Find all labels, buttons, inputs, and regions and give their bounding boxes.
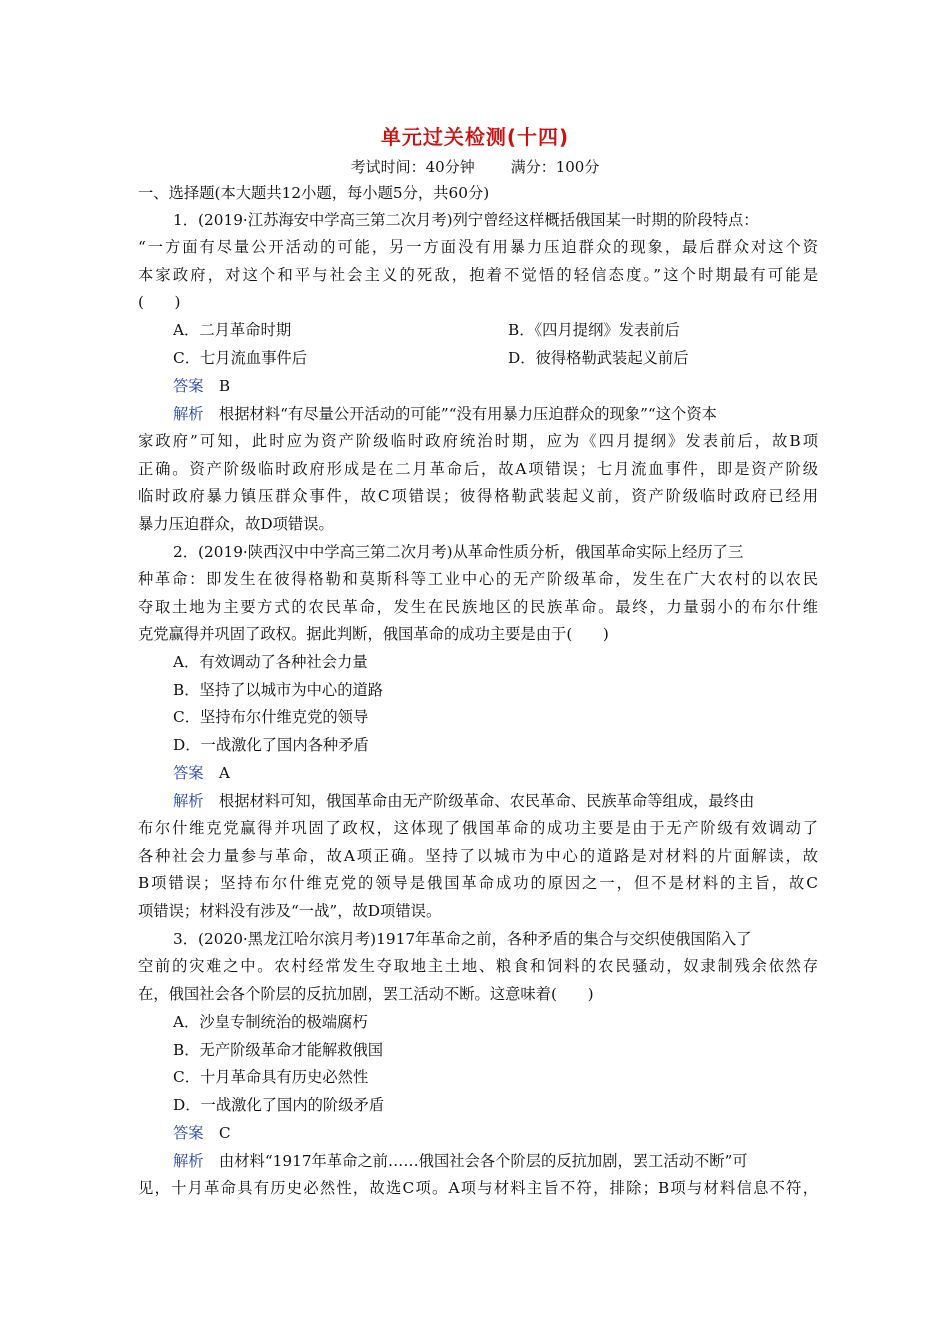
question-3-option-c: C．十月革命具有历史必然性 — [173, 1068, 369, 1086]
analysis-text: 根据材料“有尽量公开活动的可能”“没有用暴力压迫群众的现象”“这个资本 — [218, 405, 717, 423]
question-2-line: 夺取土地为主要方式的农民革命，发生在民族地区的民族革命。最终，力量弱小的布尔什维 — [138, 598, 818, 616]
analysis-label: 解析 — [173, 1152, 204, 1170]
answer-label: 答案 — [173, 764, 204, 782]
analysis-text: 由材料“1917年革命之前……俄国社会各个阶层的反抗加剧，罢工活动不断”可 — [218, 1152, 748, 1170]
question-1-option-c: C．七月流血事件后 — [173, 349, 308, 367]
exam-meta — [0, 156, 950, 177]
question-1-answer — [173, 376, 853, 396]
analysis-line: B项错误；坚持布尔什维克党的领导是俄国革命成功的原因之一，但不是材料的主旨，故C — [138, 874, 818, 892]
question-2-option-a: A．有效调动了各种社会力量 — [173, 653, 368, 671]
analysis-line: 项错误；材料没有涉及“一战”，故D项错误。 — [138, 902, 442, 920]
question-3-line: 在，俄国社会各个阶层的反抗加剧，罢工活动不断。这意味着( ) — [138, 985, 594, 1003]
section-heading: 一、选择题(本大题共12小题，每小题5分，共60分) — [138, 184, 490, 202]
analysis-line: 见，十月革命具有历史必然性，故选C项。A项与材料主旨不符，排除；B项与材料信息不符， — [138, 1179, 818, 1197]
answer-value: C — [218, 1124, 231, 1142]
question-2-line: 种革命：即发生在彼得格勒和莫斯科等工业中心的无产阶级革命，发生在广大农村的以农民 — [138, 570, 818, 588]
question-2-option-b: B．坚持了以城市为中心的道路 — [173, 681, 384, 699]
question-1-analysis — [173, 404, 853, 424]
question-3-line: 3．(2020·黑龙江哈尔滨月考)1917年革命之前，各种矛盾的集合与交织使俄国陷入了 — [173, 930, 752, 948]
answer-value: B — [218, 377, 231, 395]
question-2-option-c: C．坚持布尔什维克党的领导 — [173, 708, 369, 726]
exam-score: 满分：100分 — [510, 158, 600, 176]
question-1-line: “一方面有尽量公开活动的可能，另一方面没有用暴力压迫群众的现象，最后群众对这个资 — [138, 238, 818, 256]
question-2-answer — [173, 763, 853, 783]
question-1-line: ( ) — [138, 293, 181, 311]
analysis-text: 根据材料可知，俄国革命由无产阶级革命、农民革命、民族革命等组成，最终由 — [218, 792, 755, 810]
question-2-line: 2．(2019·陕西汉中中学高三第二次月考)从革命性质分析，俄国革命实际上经历了三 — [173, 543, 744, 561]
question-1-option-b: B．《四月提纲》发表前后 — [508, 321, 680, 339]
question-1-line: 1．(2019·江苏海安中学高三第二次月考)列宁曾经这样概括俄国某一时期的阶段特点： — [173, 211, 759, 229]
question-3-line: 空前的灾难之中。农村经常发生夺取地主土地、粮食和饲料的农民骚动，奴隶制残余依然存 — [138, 957, 818, 975]
analysis-line: 布尔什维克党赢得并巩固了政权，这体现了俄国革命的成功主要是由于无产阶级有效调动了 — [138, 819, 818, 837]
answer-label: 答案 — [173, 377, 204, 395]
analysis-line: 家政府”可知，此时应为资产阶级临时政府统治时期，应为《四月提纲》发表前后，故B项 — [138, 432, 818, 450]
analysis-line: 各种社会力量参与革命，故A项正确。坚持了以城市为中心的道路是对材料的片面解读，故 — [138, 847, 818, 865]
analysis-label: 解析 — [173, 405, 204, 423]
analysis-label: 解析 — [173, 792, 204, 810]
question-3-option-b: B．无产阶级革命才能解救俄国 — [173, 1041, 384, 1059]
answer-label: 答案 — [173, 1124, 204, 1142]
question-1-option-a: A．二月革命时期 — [173, 321, 292, 339]
page-title: 单元过关检测(十四) — [380, 125, 570, 149]
question-3-option-d: D．一战激化了国内的阶级矛盾 — [173, 1096, 385, 1114]
question-2-line: 克党赢得并巩固了政权。据此判断，俄国革命的成功主要是由于( ) — [138, 625, 609, 643]
question-3-option-a: A．沙皇专制统治的极端腐朽 — [173, 1013, 368, 1031]
answer-value: A — [218, 764, 230, 782]
analysis-line: 临时政府暴力镇压群众事件，故C项错误；彼得格勒武装起义前，资产阶级临时政府已经用 — [138, 487, 818, 505]
question-3-answer — [173, 1123, 853, 1143]
analysis-line: 正确。资产阶级临时政府形成是在二月革命后，故A项错误；七月流血事件，即是资产阶级 — [138, 460, 818, 478]
question-2-option-d: D．一战激化了国内各种矛盾 — [173, 736, 369, 754]
question-3-analysis — [173, 1151, 853, 1171]
question-1-option-d: D．彼得格勒武装起义前后 — [508, 349, 689, 367]
exam-time: 考试时间：40分钟 — [350, 158, 475, 176]
analysis-line: 暴力压迫群众，故D项错误。 — [138, 515, 334, 533]
question-1-line: 本家政府，对这个和平与社会主义的死敌，抱着不觉悟的轻信态度。”这个时期最有可能是 — [138, 266, 818, 284]
question-2-analysis — [173, 791, 853, 811]
